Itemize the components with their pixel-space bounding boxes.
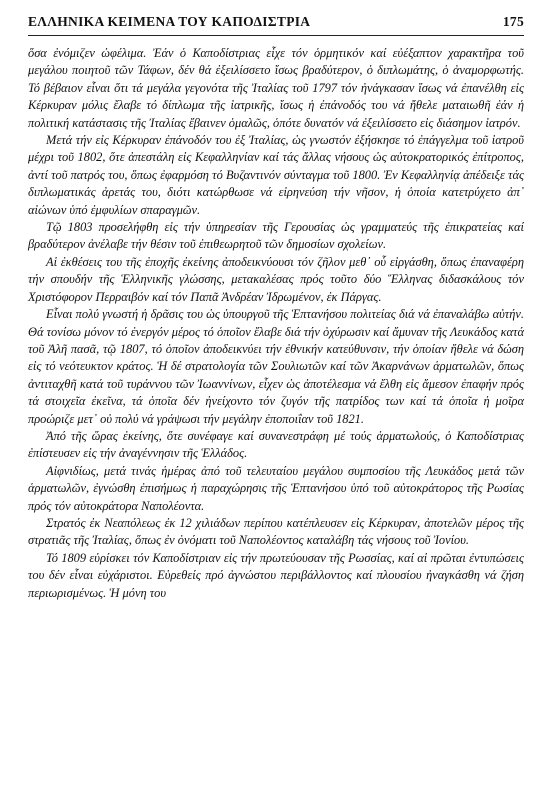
paragraph: Τῷ 1803 προσελήφθη εἰς τήν ὑπηρεσίαν τῆς Γερουσίας ὡς γραμματεύς τῆς ἐπικρατείας καί βραδύτερον ἀνέλαβε τήν θέσιν τοῦ ἐπιθεωρητοῦ τῶν δημοσίων σχολείων. <box>28 220 524 252</box>
paragraph: Αἱ ἐκθέσεις του τῆς ἐποχῆς ἐκείνης ἀποδεικνύουσι τόν ζῆλον μεθ᾽ οὗ εἰργάσθη, ὅπως ἐπαναφέρη τήν σπουδήν τῆς Ἑλληνικῆς γλώσσης, μετακαλέσας πρός τοῦτο δύο Ἕλληνας διδασκάλους τόν Χριστόφορον Περραιβόν καί τόν Παπᾶ Ἀνδρέαν Ἰδρωμένον, ἐκ Πάργας. <box>28 254 524 304</box>
paragraph: Τό 1809 εὑρίσκει τόν Καποδίστριαν εἰς τήν πρωτεύουσαν τῆς Ρωσσίας, καί αἱ πρῶται ἐντυπώσεις του δέν εἶναι εὐχάριστοι. Εὑρεθείς πρό ἀγνώστου περιβάλλοντος καί πλουσίου ἠναγκάσθη νά ζήση περιωρισμένως. Ἡ μόνη του <box>28 550 524 600</box>
page-number: 175 <box>502 14 524 29</box>
paragraph: ὅσα ἐνόμιζεν ὠφέλιμα. Ἐάν ὁ Καποδίστριας εἶχε τόν ὁρμητικόν καί εὐέξαπτον χαρακτῆρα τοῦ μεγάλου ποιητοῦ τῶν Τάφων, δέν θά ἐξειλίσσετο ἴσως βραδύτερον, ὁ διπλωμάτης, ὁ ἀναμορφωτής. Τό βέβαιον εἶναι ὅτι τά μεγάλα γεγονότα τῆς Ἰταλίας τοῦ 1797 τόν ἠνάγκασαν ἴσως νά ἐπανέλθη εἰς Κέρκυραν μόλις ἔλαβε τό δίπλωμα τῆς ἰατρικῆς, ἴσως ἡ ἐπάνοδός του νά ἤθελε ματαιωθῆ ἐάν ἡ πολιτική κατάστασις τῆς Ἰταλίας ἔβαινεν ὁμαλῶς, ὁπότε δυνατόν νά ἐξειλίσσετο εἰς διάσημον ἰατρόν. <box>28 46 524 130</box>
body-text <box>28 45 524 602</box>
running-title: ΕΛΛΗΝΙΚΑ ΚΕΙΜΕΝΑ ΤΟΥ ΚΑΠΟΔΙΣΤΡΙΑ <box>28 14 311 29</box>
paragraph: Ἀπό τῆς ὥρας ἐκείνης, ὅτε συνέφαγε καί συνανεστράφη μέ τούς ἁρματωλούς, ὁ Καποδίστριας ἐπίστευσεν εἰς τήν ἀναγέννησιν τῆς Ἑλλάδος. <box>28 428 524 461</box>
paragraph: Εἶναι πολύ γνωστή ἡ δρᾶσις του ὡς ὑπουργοῦ τῆς Ἑπτανήσου πολιτείας διά νά ἐπαναλάβω αὐτήν. Θά τονίσω μόνον τό ἐνεργόν μέρος τό ὁποῖον ἔλαβε διά τήν ὀχύρωσιν καί ἄμυναν τῆς Λευκάδος κατά τοῦ Ἀλῆ πασᾶ, τῷ 1807, τό ὁποῖον ἀποδεικνύει τήν ἐθνικήν κατεύθυνσιν, τήν ὁποίαν ἤθελε νά δώση εἰς τό νεότευκτον κράτος. Ἡ δέ στρατολογία τῶν Σουλιωτῶν καί τῶν Ἀκαρνάνων ἁρματωλῶν, ὅπως ἀντιταχθῆ κατά τοῦ τυράννου τῶν Ἰωαννίνων, εἶχεν ὡς ἀποτέλεσμα νά ἔλθη εἰς ἄμεσον ἐπαφήν πρός τά στοιχεῖα ἐκεῖνα, τά ὁποῖα δέν ἠνείχοντο τόν ζυγόν τῆς πατρίδος των καί τά ὁποῖα ἡ μοῖρα προώριζε μετ᾽ οὐ πολύ νά γράψωσι τήν μεγάλην ἐποποιΐαν τοῦ 1821. <box>28 307 524 426</box>
paragraph: Στρατός ἐκ Νεαπόλεως ἐκ 12 χιλιάδων περίπου κατέπλευσεν εἰς Κέρκυραν, ἀποτελῶν μέρος τῆς στρατιᾶς τῆς Ἰταλίας, ὅπως ἐν ὀνόματι τοῦ Ναπολέοντος καταλάβη τάς νήσους τοῦ Ἰονίου. <box>28 515 524 548</box>
paragraph: Αἰφνιδίως, μετά τινάς ἡμέρας ἀπό τοῦ τελευταίου μεγάλου συμποσίου τῆς Λευκάδος μετά τῶν ἁρματωλῶν, ἐγνώσθη ἐπισήμως ἡ παραχώρησις τῆς Ἑπτανήσου ὑπό τοῦ αὐτοκράτορος τῆς Ρωσίας πρός τόν αὐτοκράτορα Ναπολέοντα. <box>28 463 524 513</box>
paragraph: Μετά τήν εἰς Κέρκυραν ἐπάνοδόν του ἐξ Ἰταλίας, ὡς γνωστόν ἐξήσκησε τό ἐπάγγελμα τοῦ ἰατροῦ μέχρι τοῦ 1802, ὅτε ἀπεστάλη εἰς Κεφαλληνίαν καί τάς ἄλλας νήσους ὡς αὐτοκρατορικός ἐπίτροπος, ἀντί τοῦ πατρός του, ὅπως ἐφαρμόση τό Βυζαντινόν σύνταγμα τοῦ 1800. Ἐν Κεφαλληνίᾳ ἀπέδειξε τάς διπλωματικάς ἀρετάς του, διότι κατώρθωσε νά εἰρηνεύση τήν νῆσον, ἡ ὁποία κατετρύχετο ἀπ᾽ αἰώνων ὑπό ἐμφυλίων σπαραγμῶν. <box>28 133 524 217</box>
running-header <box>28 14 524 36</box>
